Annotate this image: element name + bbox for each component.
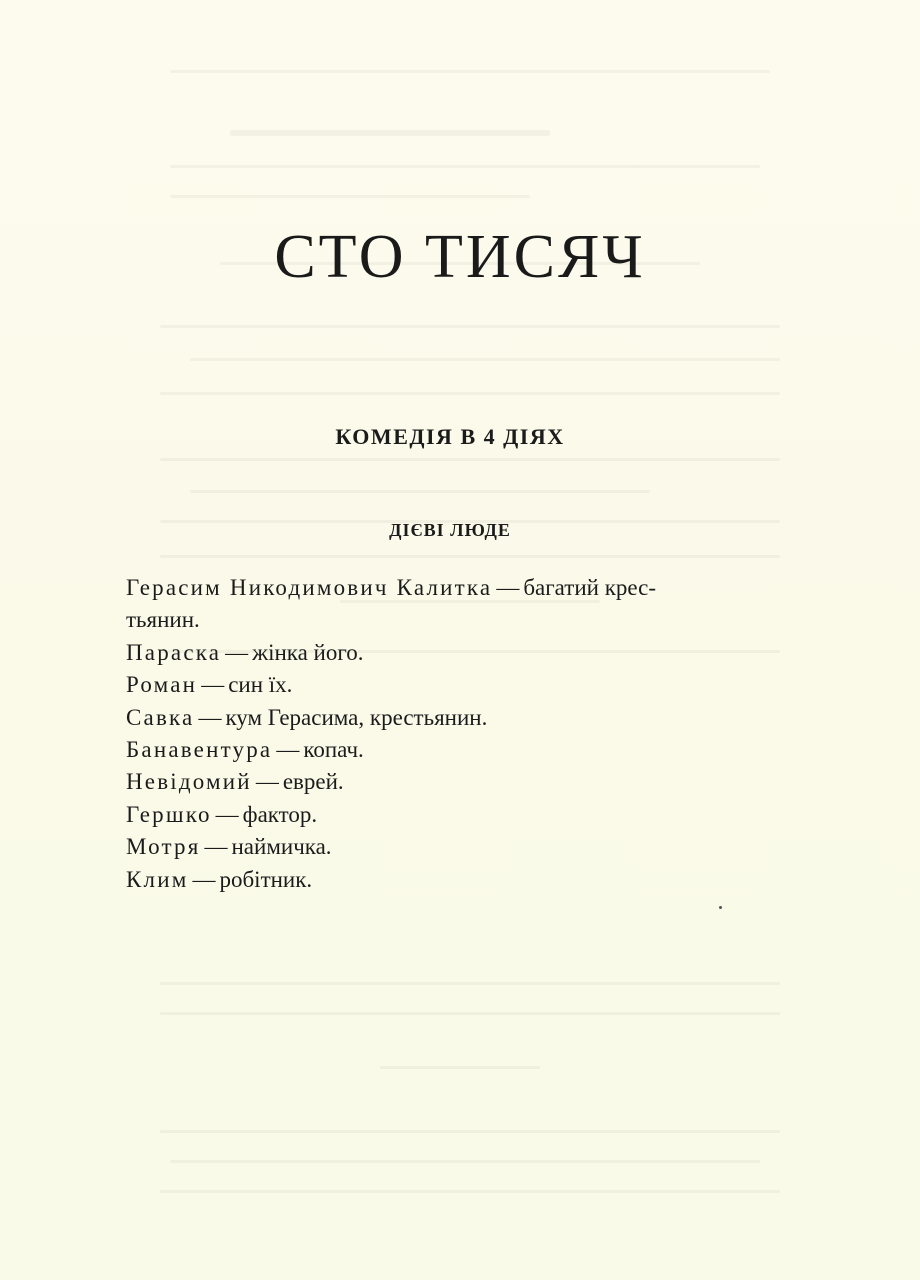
character-description: кум Герасима, крестьянин.: [225, 704, 488, 730]
character-name: Клим: [126, 866, 189, 892]
cast-item: [126, 734, 786, 766]
dash-separator: —: [225, 639, 249, 665]
dash-separator: —: [204, 834, 228, 860]
cast-list: [126, 572, 786, 896]
cast-item: [126, 831, 786, 863]
character-name: Герасим Никодимович Калитка: [126, 575, 493, 600]
character-name: Савка: [126, 704, 195, 730]
character-description: фактор.: [242, 801, 318, 827]
cast-item: [126, 637, 786, 669]
character-name: Невідомий: [126, 769, 252, 795]
character-description: робітник.: [219, 866, 313, 892]
character-description: наймичка.: [231, 834, 332, 860]
character-name: Роман: [126, 672, 198, 698]
character-description: жінка його.: [252, 639, 364, 665]
cast-item: [126, 702, 786, 734]
character-description-continuation: тьянин.: [126, 607, 200, 633]
character-name: Параска: [126, 639, 222, 665]
dash-separator: —: [276, 737, 300, 763]
dash-separator: —: [201, 672, 225, 698]
cast-item: [126, 864, 786, 896]
character-name: Банавентура: [126, 737, 273, 763]
dash-separator: —: [255, 769, 279, 795]
character-name: Гершко: [126, 801, 212, 827]
cast-item: [126, 572, 786, 637]
character-description: еврей.: [282, 769, 344, 795]
dash-separator: —: [198, 704, 222, 730]
play-title: СТО ТИСЯЧ: [274, 223, 646, 291]
cast-item: [126, 669, 786, 701]
character-description: син їх.: [228, 672, 293, 698]
print-speck: [719, 906, 722, 909]
dash-separator: —: [496, 575, 520, 600]
character-description: копач.: [303, 737, 364, 763]
play-subtitle: КОМЕДІЯ В 4 ДІЯХ: [335, 424, 565, 449]
cast-item: [126, 766, 786, 798]
character-description: багатий крес-: [523, 575, 657, 600]
cast-heading: ДІЄВІ ЛЮДЕ: [389, 520, 511, 540]
cast-item: [126, 799, 786, 831]
dash-separator: —: [192, 866, 216, 892]
character-name: Мотря: [126, 834, 201, 860]
dash-separator: —: [215, 801, 239, 827]
